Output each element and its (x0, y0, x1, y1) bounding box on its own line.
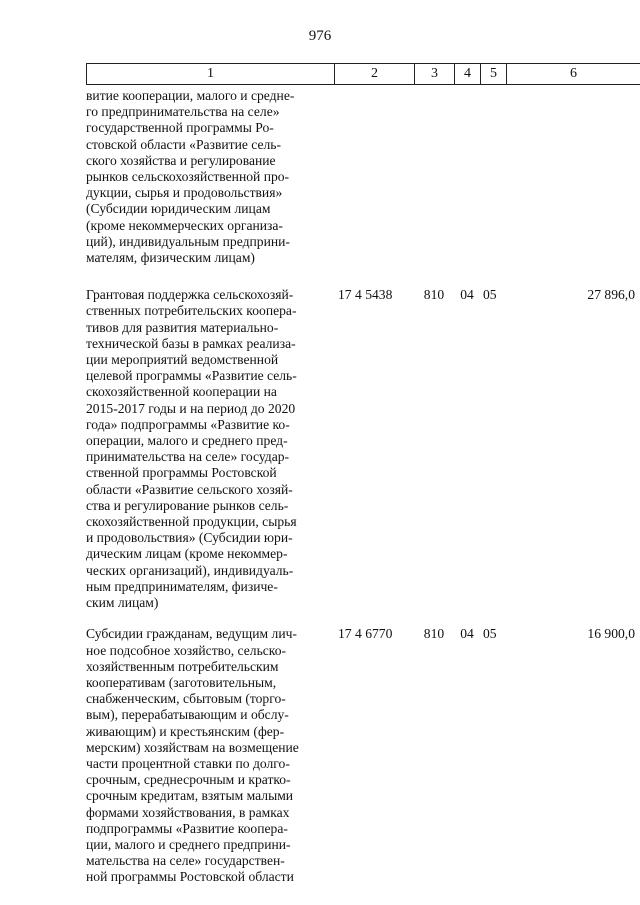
description-line: операции, малого и среднего пред- (86, 433, 288, 449)
description-line: 2015-2017 годы и на период до 2020 (86, 400, 296, 416)
description-line: ства и регулирование рынков сель- (86, 497, 289, 513)
description-line: ций), индивидуальным предприни- (86, 233, 290, 249)
description-line: срочным, среднесрочным и кратко- (86, 772, 291, 788)
description-line: мерским) хозяйствам на возмещение (86, 739, 299, 755)
description-line: части процентной ставки по долго- (86, 755, 290, 771)
description-line: ским лицам) (86, 595, 159, 611)
table-header-row (86, 63, 640, 85)
cell-subsection: 05 (483, 287, 497, 303)
row-description (86, 626, 334, 885)
description-line: кооперативам (заготовительным, (86, 674, 277, 690)
description-line: дическим лицам (кроме некоммер- (86, 546, 288, 562)
description-line: года» подпрограммы «Развитие ко- (86, 416, 290, 432)
description-line: живающим) и крестьянским (фер- (86, 723, 285, 739)
description-line: витие кооперации, малого и средне- (86, 88, 295, 103)
description-line: тивов для развития материально- (86, 319, 279, 335)
description-line: принимательства на селе» государ- (86, 449, 290, 465)
description-line: стовской области «Развитие сель- (86, 136, 282, 152)
description-line: ственной программы Ростовской (86, 465, 277, 481)
cell-expense-type: 810 (423, 287, 445, 303)
cell-expense-type (414, 88, 454, 266)
table-row (86, 88, 639, 266)
description-line: вым), перерабатывающим и обслу- (86, 707, 289, 723)
description-line: ное подсобное хозяйство, сельско- (86, 642, 287, 658)
description-line: Субсидии гражданам, ведущим лич- (86, 626, 297, 642)
description-line: хозяйственным потребительским (86, 658, 279, 674)
cell-section: 04 (460, 287, 474, 303)
column-header-6: 6 (570, 66, 577, 81)
cell-section (454, 88, 480, 266)
table-row (86, 287, 639, 611)
description-line: ческих организаций), индивидуаль- (86, 562, 294, 578)
row-description (86, 88, 334, 266)
cell-expense-type: 810 (423, 626, 445, 642)
description-line: ной программы Ростовской области (86, 869, 294, 885)
description-line: ции, малого и среднего предприни- (86, 836, 291, 852)
description-line: Грантовая поддержка сельскохозяй- (86, 287, 294, 303)
description-line: технической базы в рамках реализа- (86, 335, 296, 351)
cell-amount (506, 88, 639, 266)
cell-section: 04 (460, 626, 474, 642)
description-line: мательства на селе» государствен- (86, 853, 285, 869)
column-header-2: 2 (335, 64, 415, 84)
column-header-3: 3 (415, 64, 455, 84)
table-row (86, 626, 639, 885)
column-header-1: 1 (87, 64, 335, 84)
column-header-4: 4 (455, 64, 481, 84)
description-line: ского хозяйства и регулирование (86, 152, 276, 168)
row-description (86, 287, 334, 611)
cell-subsection: 05 (483, 626, 497, 642)
column-header-5: 5 (481, 64, 507, 84)
description-line: дукции, сырья и продовольствия» (86, 185, 283, 201)
description-line: снабженческим, сбытовым (торго- (86, 691, 286, 707)
description-line: ции мероприятий ведомственной (86, 352, 279, 368)
cell-target-code (334, 88, 414, 266)
description-line: мателям, физическим лицам) (86, 250, 255, 266)
description-line: рынков сельскохозяйственной про- (86, 169, 290, 185)
cell-target-code: 17 4 6770 (338, 626, 393, 642)
cell-amount: 16 900,0 (587, 626, 635, 642)
description-line: го предпринимательства на селе» (86, 104, 280, 120)
description-line: государственной программы Ро- (86, 120, 274, 136)
description-line: подпрограммы «Развитие коопера- (86, 820, 288, 836)
description-line: скохозяйственной кооперации на (86, 384, 277, 400)
description-line: целевой программы «Развитие сель- (86, 368, 297, 384)
description-line: и продовольствия» (Субсидии юри- (86, 530, 293, 546)
description-line: (кроме некоммерческих организа- (86, 217, 283, 233)
table-body (86, 88, 639, 886)
description-line: формами хозяйствования, в рамках (86, 804, 290, 820)
cell-amount: 27 896,0 (587, 287, 635, 303)
description-line: скохозяйственной продукции, сырья (86, 514, 297, 530)
page-number: 976 (308, 28, 332, 44)
description-line: ным предпринимателям, физиче- (86, 578, 278, 594)
description-line: срочным кредитам, взятым малыми (86, 788, 294, 804)
cell-target-code: 17 4 5438 (338, 287, 393, 303)
description-line: ственных потребительских коопера- (86, 303, 297, 319)
description-line: (Субсидии юридическим лицам (86, 201, 271, 217)
cell-subsection (480, 88, 506, 266)
description-line: области «Развитие сельского хозяй- (86, 481, 293, 497)
